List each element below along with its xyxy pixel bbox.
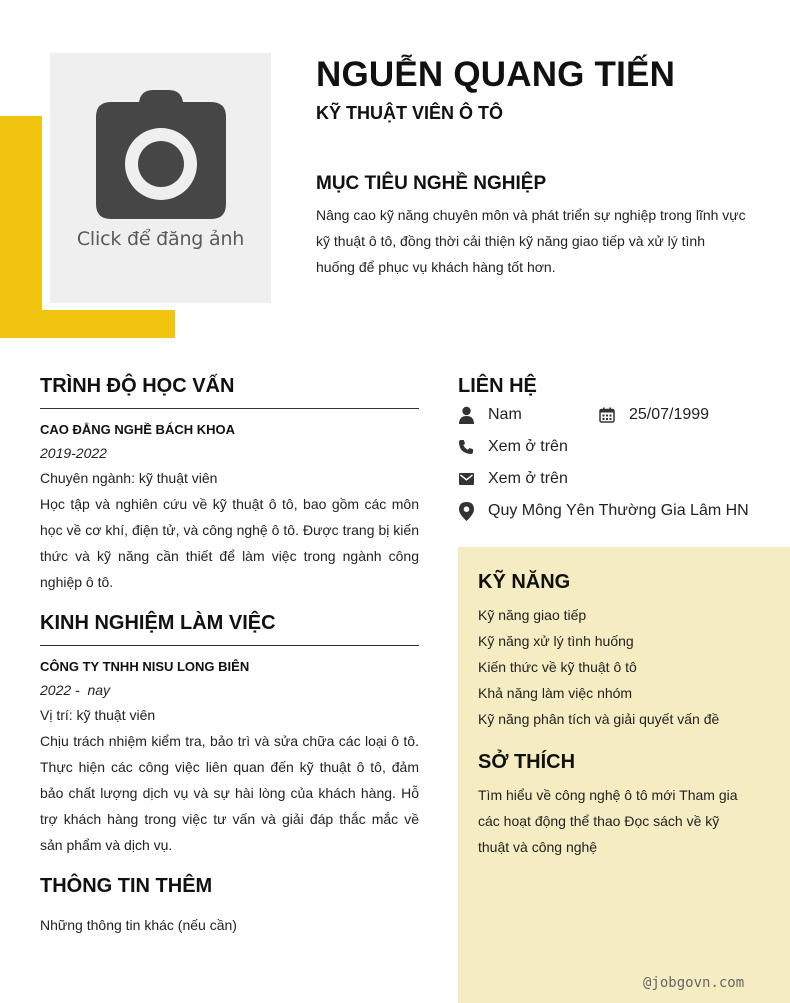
contact-address-value: Quy Mông Yên Thường Gia Lâm HN: [488, 502, 749, 519]
skill-item: Kiến thức về kỹ thuật ô tô: [478, 659, 637, 675]
contact-email-value: Xem ở trên: [488, 470, 568, 487]
skill-item: Kỹ năng xử lý tình huống: [478, 633, 634, 649]
hobbies-text: Tìm hiểu về công nghệ ô tô mới Tham gia các hoạt động thể thao Đọc sách về kỹ thuật và công nghệ: [478, 787, 738, 855]
skill-item: Khả năng làm việc nhóm: [478, 685, 633, 701]
photo-upload-label: Click để đăng ảnh: [76, 228, 245, 250]
watermark: @jobgovn.com: [643, 975, 745, 991]
photo-upload-placeholder[interactable]: [50, 53, 271, 303]
education-description: Học tập và nghiên cứu về kỹ thuật ô tô, bao gồm các môn học về cơ khí, điện tử, và công nghệ ô tô. Được trang bị kiến thức và kỹ năng cần thiết để làm việc trong ngành công nghiệp ô tô.: [40, 496, 419, 590]
contact-address: [458, 502, 749, 520]
experience-period: 2022 - nay: [40, 682, 111, 698]
contact-gender: [458, 406, 522, 424]
contact-email: [458, 470, 568, 488]
phone-icon: [458, 438, 474, 456]
education-divider: [40, 408, 419, 409]
experience-divider: [40, 645, 419, 646]
skill-item: Kỹ năng phân tích và giải quyết vấn đề: [478, 711, 720, 727]
objective-heading: MỤC TIÊU NGHỀ NGHIỆP: [316, 173, 547, 194]
additional-info-heading: THÔNG TIN THÊM: [40, 875, 213, 897]
camera-icon: [95, 90, 227, 220]
skills-heading: KỸ NĂNG: [478, 571, 571, 593]
contact-gender-value: Nam: [488, 406, 522, 423]
map-pin-icon: [458, 502, 474, 520]
experience-heading: KINH NGHIỆM LÀM VIỆC: [40, 612, 276, 634]
education-years: 2019-2022: [40, 445, 107, 461]
job-title: KỸ THUẬT VIÊN Ô TÔ: [316, 103, 504, 123]
objective-text: Nâng cao kỹ năng chuyên môn và phát triển sự nghiệp trong lĩnh vực kỹ thuật ô tô, đồng thời cải thiện kỹ năng giao tiếp và xử lý tình huống để phục vụ khách hàng tốt hơn.: [316, 207, 746, 275]
envelope-icon: [458, 470, 474, 488]
experience-position: Vị trí: kỹ thuật viên: [40, 707, 156, 723]
contact-phone-value: Xem ở trên: [488, 438, 568, 455]
candidate-name: NGUỄN QUANG TIẾN: [316, 55, 676, 94]
contact-birthday-value: 25/07/1999: [629, 406, 710, 423]
contact-birthday: [599, 406, 709, 424]
education-school: CAO ĐẲNG NGHỀ BÁCH KHOA: [40, 422, 235, 437]
hobbies-heading: SỞ THÍCH: [478, 751, 576, 773]
accent-bar-vertical: [0, 116, 42, 338]
contact-phone: [458, 438, 568, 456]
calendar-icon: [599, 407, 615, 423]
contact-heading: LIÊN HỆ: [458, 375, 537, 397]
additional-info-text: Những thông tin khác (nếu cần): [40, 917, 237, 933]
education-major: Chuyên ngành: kỹ thuật viên: [40, 470, 218, 486]
education-heading: TRÌNH ĐỘ HỌC VẤN: [40, 375, 235, 397]
person-icon: [458, 406, 474, 424]
experience-description: Chịu trách nhiệm kiểm tra, bảo trì và sửa chữa các loại ô tô. Thực hiện các công việc liên quan đến kỹ thuật ô tô, đảm bảo chất lượng dịch vụ và sự hài lòng của khách hàng. Hỗ trợ khách hàng trong việc tư vấn và giải đáp thắc mắc về sản phẩm và dịch vụ.: [40, 733, 419, 853]
accent-bar-horizontal: [0, 310, 175, 338]
experience-company: CÔNG TY TNHH NISU LONG BIÊN: [40, 659, 250, 674]
skill-item: Kỹ năng giao tiếp: [478, 607, 587, 623]
